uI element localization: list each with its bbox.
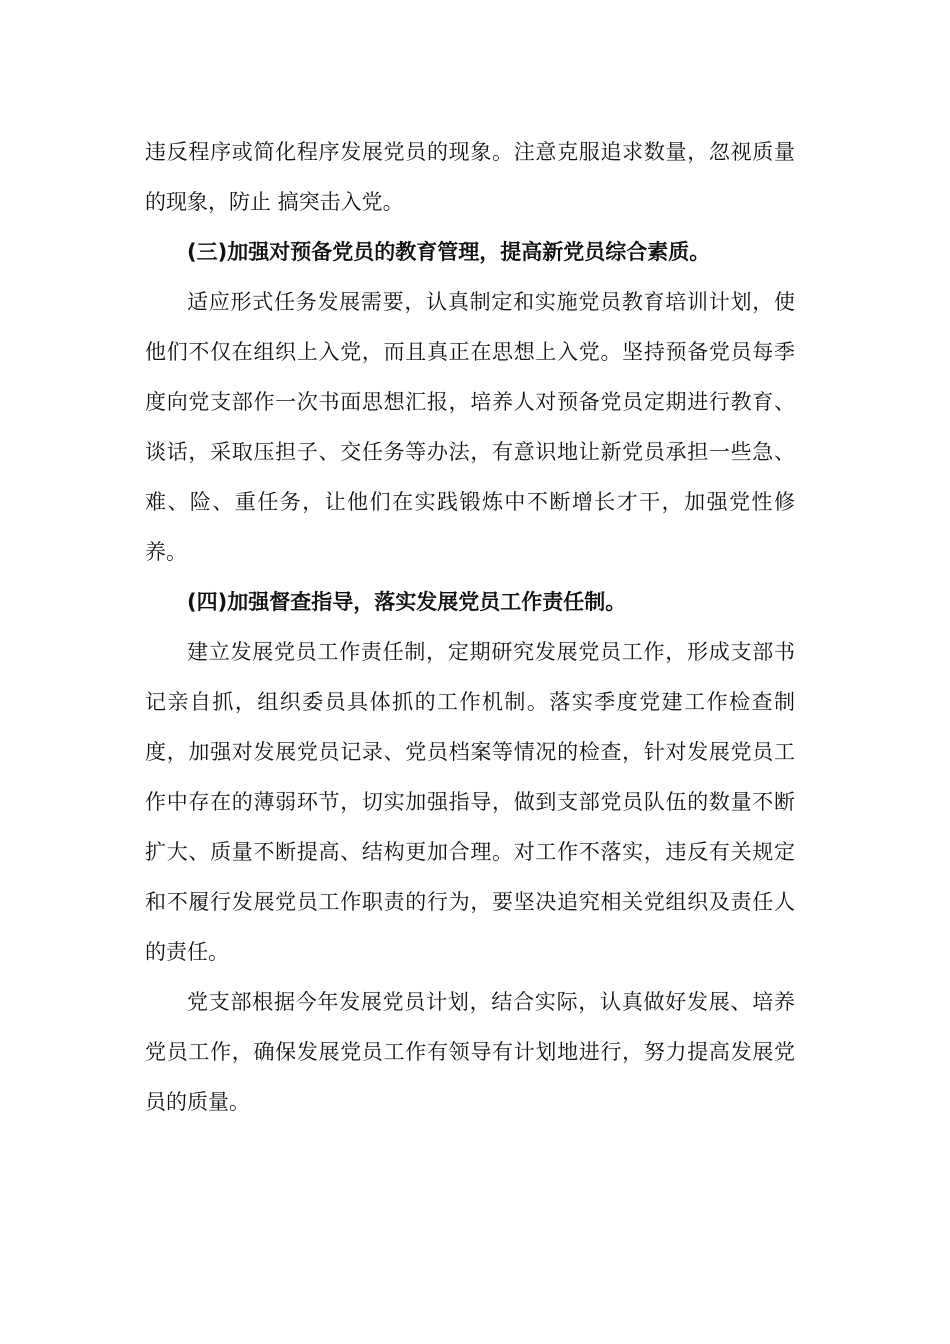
paragraph-continuation: 违反程序或简化程序发展党员的现象。注意克服追求数量，忽视质量的现象，防止 搞突击入党。 (145, 140, 795, 214)
section-heading-4: (四)加强督查指导，落实发展党员工作责任制。 (187, 590, 627, 614)
paragraph-education-management: 适应形式任务发展需要，认真制定和实施党员教育培训计划，使他们不仅在组织上入党，而且真正在思想上入党。坚持预备党员每季度向党支部作一次书面思想汇报，培养人对预备党员定期进行教育、谈话，采取压担子、交任务等办法，有意识地让新党员承担一些急、难、险、重任务，让他们在实践锻炼中不断增长才干，加强党性修养。 (145, 290, 795, 564)
document-body (145, 127, 795, 1127)
section-heading-3: (三)加强对预备党员的教育管理，提高新党员综合素质。 (187, 240, 711, 264)
paragraph-conclusion: 党支部根据今年发展党员计划，结合实际，认真做好发展、培养党员工作，确保发展党员工作有领导有计划地进行，努力提高发展党员的质量。 (145, 990, 795, 1114)
paragraph-responsibility-system: 建立发展党员工作责任制，定期研究发展党员工作，形成支部书记亲自抓，组织委员具体抓的工作机制。落实季度党建工作检查制度，加强对发展党员记录、党员档案等情况的检查，针对发展党员工作中存在的薄弱环节，切实加强指导，做到支部党员队伍的数量不断扩大、质量不断提高、结构更加合理。对工作不落实，违反有关规定和不履行发展党员工作职责的行为，要坚决追究相关党组织及责任人的责任。 (145, 640, 795, 964)
